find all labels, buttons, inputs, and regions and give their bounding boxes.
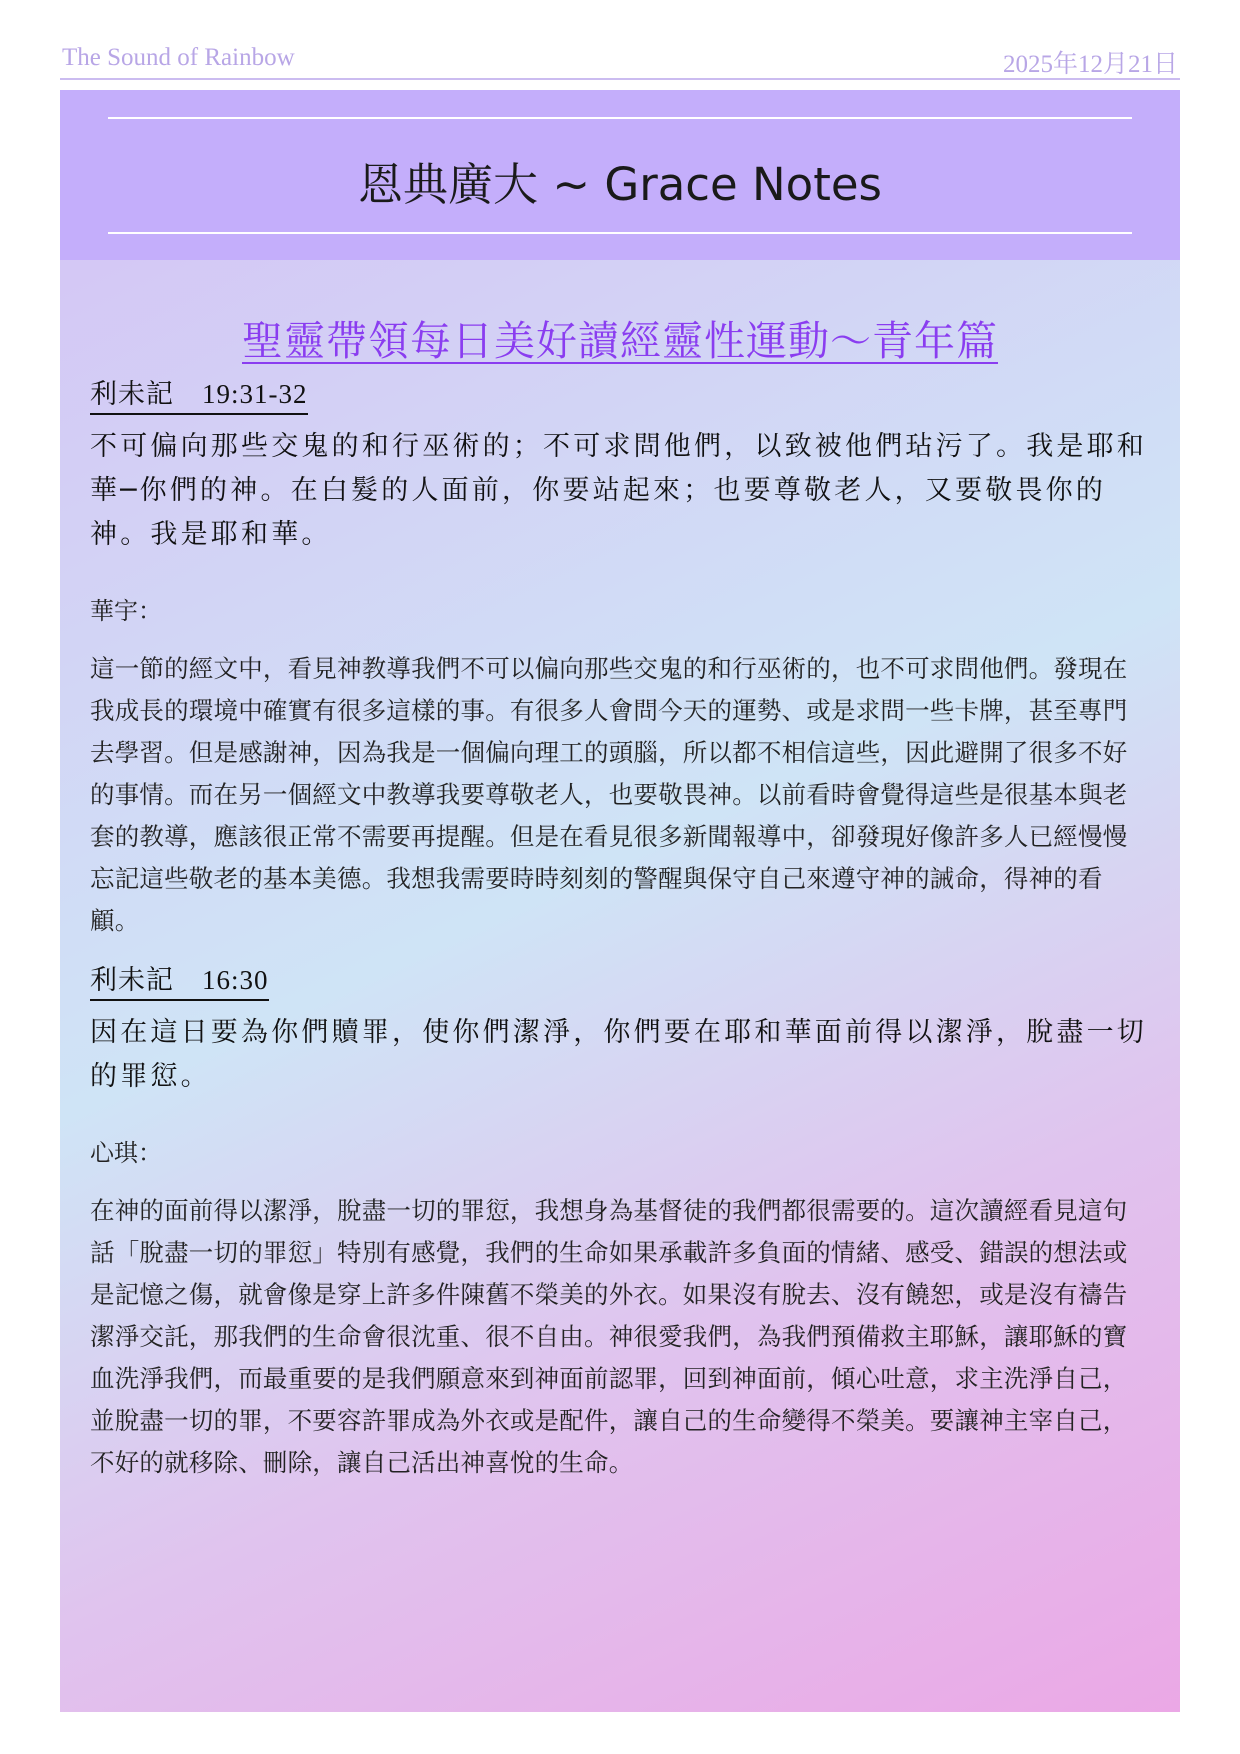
banner-bottom-rule [108,232,1132,234]
entry-1 [90,372,1150,942]
header-divider [60,78,1180,80]
title-banner [60,90,1180,260]
scripture-reference: 利未記 16:30 [90,958,269,1001]
banner-top-rule [108,117,1132,119]
speaker-name: 心琪： [90,1139,162,1167]
subtitle-text: 聖靈帶領每日美好讀經靈性運動～青年篇 [242,317,998,365]
entry-2 [90,958,1150,1484]
content-panel [60,90,1180,1712]
scripture-verse: 因在這日要為你們贖罪，使你們潔淨，你們要在耶和華面前得以潔淨，脫盡一切的罪愆。 [90,1017,1147,1092]
publication-name: The Sound of Rainbow [62,44,295,71]
speaker-name: 華宇： [90,597,162,625]
page-title: 恩典廣大 ~ Grace Notes [358,158,882,211]
scripture-reference: 利未記 19:31-32 [90,372,308,415]
section-subtitle [60,308,1180,367]
publication-date: 2025年12月21日 [1002,51,1178,78]
reflection-text: 在神的面前得以潔淨，脫盡一切的罪愆，我想身為基督徒的我們都很需要的。這次讀經看見這句話「脫盡一切的罪愆」特別有感覺，我們的生命如果承載許多負面的情緒、感受、錯誤的想法或是記憶之傷，就會像是穿上許多件陳舊不榮美的外衣。如果沒有脫去、沒有饒恕，或是沒有禱告潔淨交託，那我們的生命會很沈重、很不自由。神很愛我們，為我們預備救主耶穌，讓耶穌的寶血洗淨我們，而最重要的是我們願意來到神面前認罪，回到神面前，傾心吐意，求主洗淨自己，並脫盡一切的罪，不要容許罪成為外衣或是配件，讓自己的生命變得不榮美。要讓神主宰自己，不好的就移除、刪除，讓自己活出神喜悅的生命。 [90,1196,1128,1477]
scripture-verse: 不可偏向那些交鬼的和行巫術的；不可求問他們，以致被他們玷污了。我是耶和華─你們的神。在白髮的人面前，你要站起來；也要尊敬老人，又要敬畏你的神。我是耶和華。 [90,431,1147,550]
reflection-text: 這一節的經文中，看見神教導我們不可以偏向那些交鬼的和行巫術的，也不可求問他們。發現在我成長的環境中確實有很多這樣的事。有很多人會問今天的運勢、或是求問一些卡牌，甚至專門去學習。但是感謝神，因為我是一個偏向理工的頭腦，所以都不相信這些，因此避開了很多不好的事情。而在另一個經文中教導我要尊敬老人，也要敬畏神。以前看時會覺得這些是很基本與老套的教導，應該很正常不需要再提醒。但是在看見很多新聞報導中，卻發現好像許多人已經慢慢忘記這些敬老的基本美德。我想我需要時時刻刻的警醒與保守自己來遵守神的誡命，得神的看顧。 [90,654,1128,935]
